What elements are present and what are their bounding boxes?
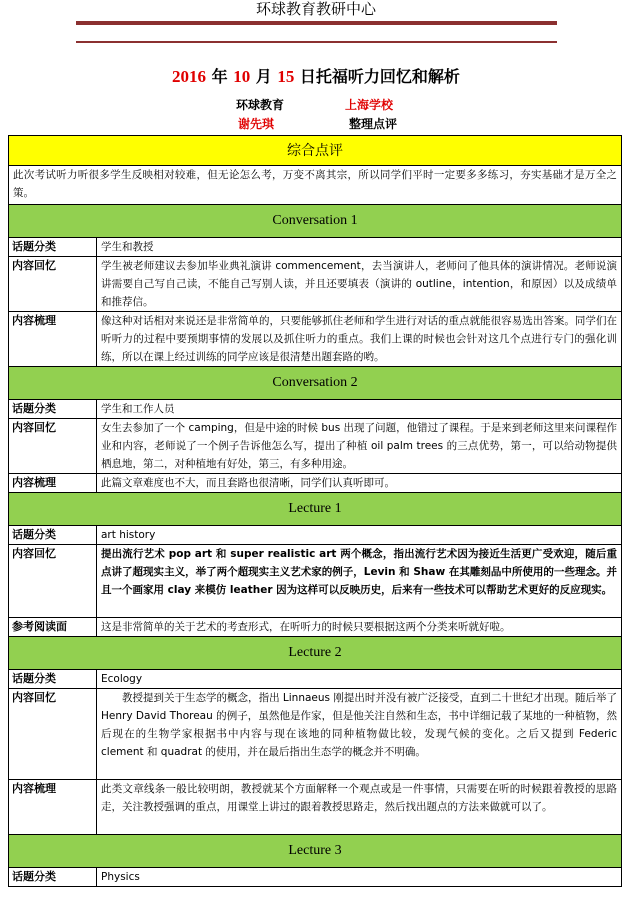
row-label: 话题分类 <box>9 238 97 257</box>
summary-heading-row <box>9 136 622 166</box>
row-label: 内容回忆 <box>9 257 97 312</box>
section-title: Lecture 2 <box>9 637 622 670</box>
title-month: 10 <box>233 67 251 86</box>
row-value: 学生和教授 <box>97 238 622 257</box>
table-row <box>9 545 622 618</box>
section-title: Lecture 1 <box>9 493 622 526</box>
title-nian: 年 <box>206 67 234 86</box>
section-header-row <box>9 367 622 400</box>
section-title: Lecture 3 <box>9 835 622 868</box>
table-row <box>9 670 622 689</box>
content-table <box>8 135 622 887</box>
row-label: 参考阅读面 <box>9 618 97 637</box>
author-name: 谢先琪 <box>238 117 275 131</box>
row-value-text: 教授提到关于生态学的概念，指出 Linnaeus 刚提出时并没有被广泛接受，直到二十世纪才出现。随后举了 Henry David Thoreau 的例子，虽然他是作家，但是他关注自然和生态，书中详细记载了某地的一种植物，然后现在的生物学家根据书中内容与现在该地的同种植物做比较，发现气候的变化。之后又提到 Federic clement 和 quadrat 的使用，并在最后指出生态学的概念并不明确。 <box>101 692 617 758</box>
row-label: 话题分类 <box>9 670 97 689</box>
org-title: 环球教育教研中心 <box>255 0 376 18</box>
source-org: 环球教育 <box>236 98 285 112</box>
section-header-row <box>9 835 622 868</box>
table-row <box>9 689 622 780</box>
table-row <box>9 526 622 545</box>
author-role: 整理点评 <box>349 117 398 131</box>
row-label: 内容梳理 <box>9 474 97 493</box>
row-value: 此篇文章难度也不大，而且套路也很清晰，同学们认真听即可。 <box>97 474 622 493</box>
row-value: Physics <box>97 868 622 887</box>
row-label: 内容回忆 <box>9 419 97 474</box>
table-row <box>9 474 622 493</box>
table-row <box>9 257 622 312</box>
row-label: 内容回忆 <box>9 545 97 618</box>
source-school: 上海学校 <box>345 98 394 112</box>
summary-heading: 综合点评 <box>9 136 622 166</box>
summary-text: 此次考试听力听很多学生反映相对较难，但无论怎么考，万变不离其宗，所以同学们平时一定要多多练习，夯实基础才是万全之策。 <box>9 166 622 205</box>
table-row <box>9 618 622 637</box>
header-rule-thin <box>76 41 557 43</box>
page-title <box>0 66 632 88</box>
title-yue: 月 <box>250 67 278 86</box>
table-row <box>9 238 622 257</box>
row-value: 这是非常简单的关于艺术的考查形式，在听听力的时候只要根据这两个分类来听就好啦。 <box>97 618 622 637</box>
section-header-row <box>9 205 622 238</box>
row-label: 内容梳理 <box>9 780 97 835</box>
table-row <box>9 312 622 367</box>
table-row <box>9 400 622 419</box>
row-value: 像这种对话相对来说还是非常简单的，只要能够抓住老师和学生进行对话的重点就能很容易选出答案。同学们在听听力的过程中要预期事情的发展以及抓住听力的重点。我们上课的时候也会针对这几个点进行专门的强化训练，所以在课上经过训练的同学应该是很清楚出题套路的哟。 <box>97 312 622 367</box>
header-rule-thick <box>76 21 557 25</box>
row-value: 此类文章线条一般比较明朗，教授就某个方面解释一个观点或是一件事情，只需要在听的时候跟着教授的思路走，关注教授强调的重点，用课堂上讲过的跟着教授思路走，然后找出题点的方法来做就可以了。 <box>97 780 622 835</box>
title-day: 15 <box>277 67 295 86</box>
table-row <box>9 419 622 474</box>
row-value: Ecology <box>97 670 622 689</box>
row-label: 话题分类 <box>9 868 97 887</box>
section-title: Conversation 2 <box>9 367 622 400</box>
row-value: 学生和工作人员 <box>97 400 622 419</box>
section-header-row <box>9 493 622 526</box>
table-row <box>9 868 622 887</box>
table-row <box>9 780 622 835</box>
row-value <box>97 689 622 780</box>
row-label: 话题分类 <box>9 526 97 545</box>
row-label: 内容梳理 <box>9 312 97 367</box>
section-title: Conversation 1 <box>9 205 622 238</box>
summary-row <box>9 166 622 205</box>
row-label: 内容回忆 <box>9 689 97 780</box>
row-value: 学生被老师建议去参加毕业典礼演讲 commencement，去当演讲人，老师问了他具体的演讲情况。老师说演讲需要自己写自己读，不能自己写别人读，并且还要填表（演讲的 outline，intention，和原因）以及成绩单和推荐信。 <box>97 257 622 312</box>
row-value: 提出流行艺术 pop art 和 super realistic art 两个概念，指出流行艺术因为接近生活更广受欢迎，随后重点讲了超现实主义，举了两个超现实主义艺术家的例子，Levin 和 Shaw 在其雕刻品中所使用的一些理念。并且一个画家用 clay 来模仿 leather 因为这样可以反映历史，后来有一些技术可以帮助艺术更好的反应现实。 <box>97 545 622 618</box>
title-rest: 日托福听力回忆和解析 <box>294 67 460 86</box>
section-header-row <box>9 637 622 670</box>
row-value: art history <box>97 526 622 545</box>
row-label: 话题分类 <box>9 400 97 419</box>
row-value: 女生去参加了一个 camping，但是中途的时候 bus 出现了问题，他错过了课程。于是来到老师这里来问课程作业和内容，老师说了一个例子告诉他怎么写，提出了种植 oil palm trees 的三点优势，第一，可以给动物提供栖息地，第二，对种植地有好处，第三，有多种用途。 <box>97 419 622 474</box>
title-year: 2016 <box>172 67 207 86</box>
